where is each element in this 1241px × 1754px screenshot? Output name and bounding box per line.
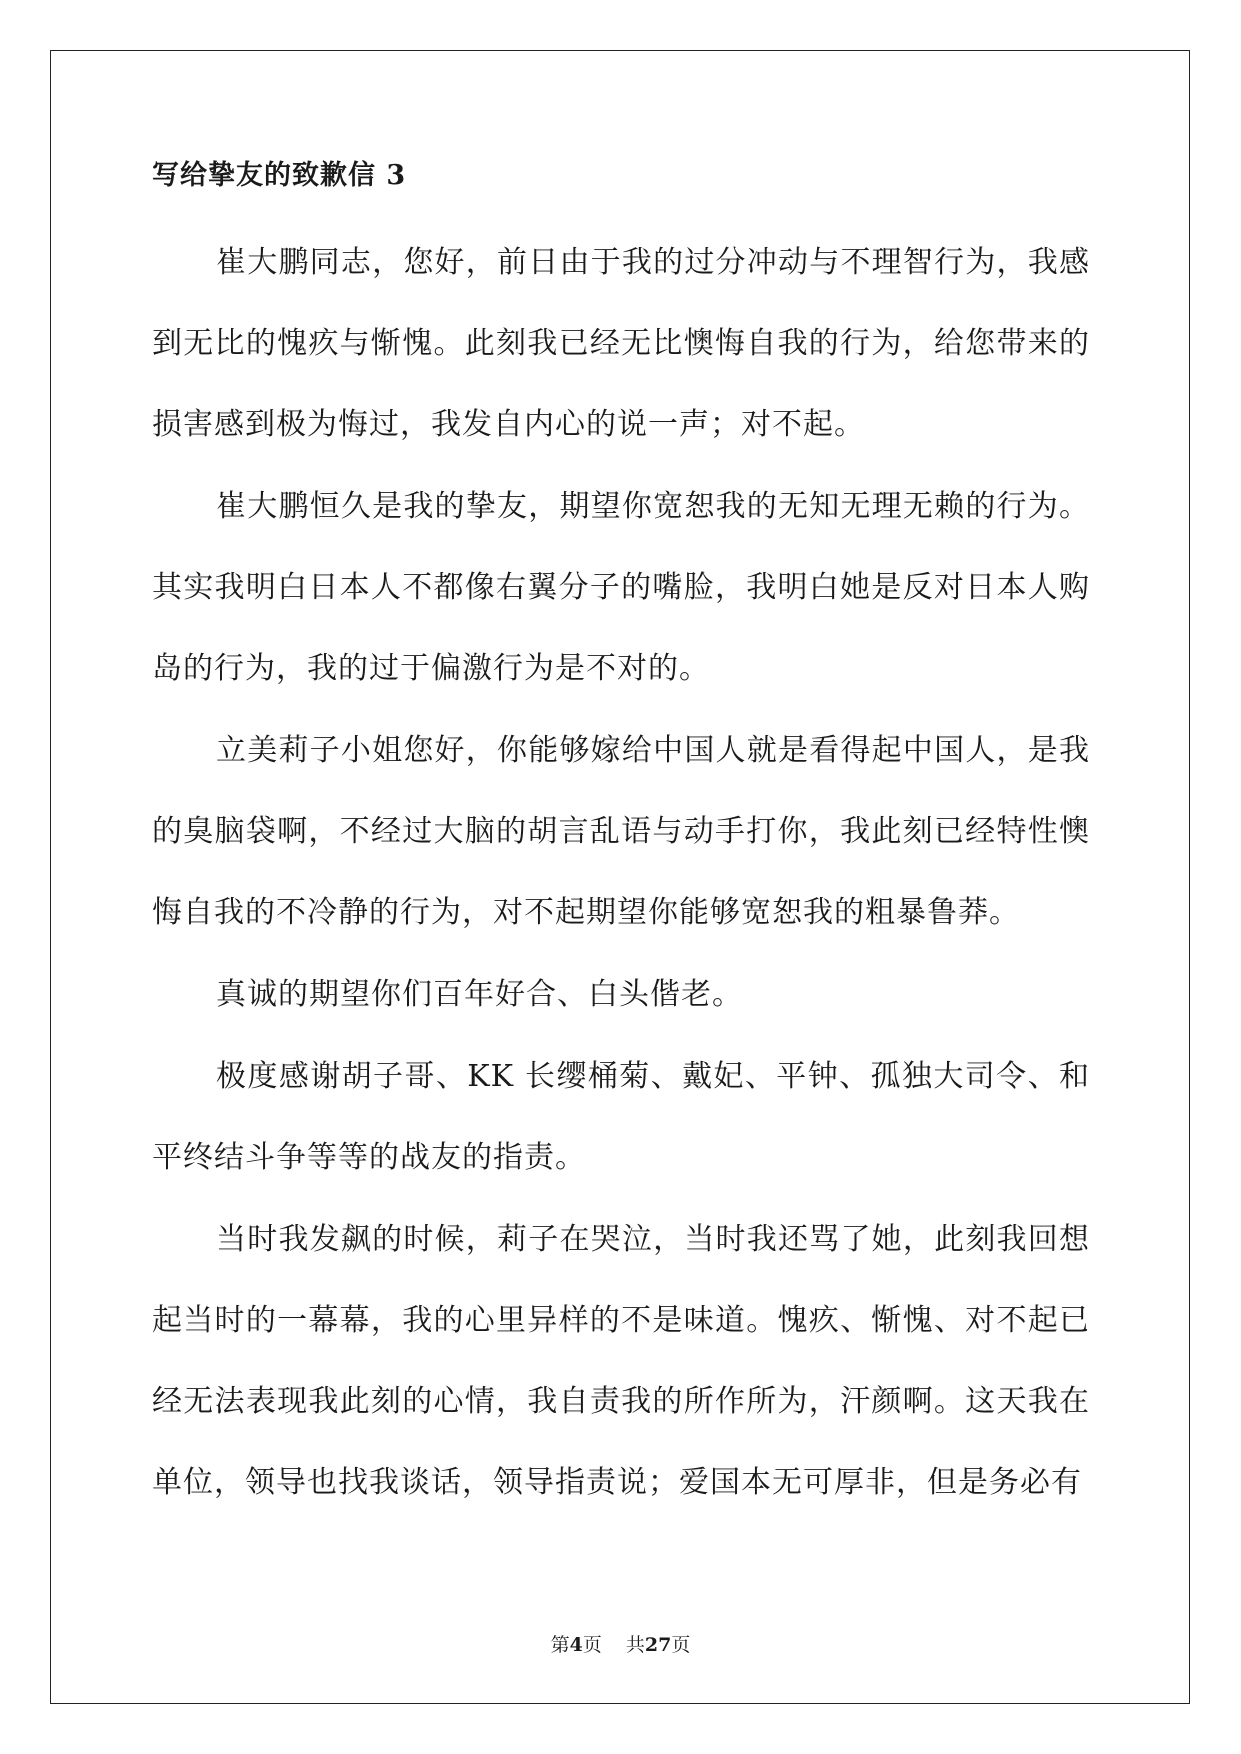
paragraph-6: 当时我发飙的时候，莉子在哭泣，当时我还骂了她，此刻我回想起当时的一幕幕，我的心里异样的不是味道。愧疚、惭愧、对不起已经无法表现我此刻的心情，我自责我的所作所为，汗颜啊。这天我在单位，领导也找我谈话，领导指责说；爱国本无可厚非，但是务必有: [152, 1222, 1090, 1500]
document-body: [152, 162, 1090, 1523]
footer-total-prefix: 共: [625, 1634, 645, 1656]
paragraph-5: 极度感谢胡子哥、KK 长缨桶菊、戴妃、平钟、孤独大司令、和平终结斗争等等的战友的指责。: [152, 1059, 1090, 1175]
footer-prefix: 第: [550, 1634, 570, 1656]
page-number: 4: [569, 1634, 583, 1656]
paragraph-3: 立美莉子小姐您好，你能够嫁给中国人就是看得起中国人，是我的臭脑袋啊，不经过大脑的胡言乱语与动手打你，我此刻已经特性懊悔自我的不冷静的行为，对不起期望你能够宽恕我的粗暴鲁莽。: [152, 733, 1090, 930]
page-footer: [0, 1630, 1241, 1657]
footer-page-suffix: 页: [582, 1634, 602, 1656]
total-pages: 27: [644, 1634, 672, 1656]
footer-total-suffix: 页: [671, 1634, 691, 1656]
paragraph-2: 崔大鹏恒久是我的挚友，期望你宽恕我的无知无理无赖的行为。其实我明白日本人不都像右翼分子的嘴脸，我明白她是反对日本人购岛的行为，我的过于偏激行为是不对的。: [152, 489, 1090, 686]
document-title: 写给挚友的致歉信 3: [152, 160, 407, 191]
paragraph-1: 崔大鹏同志，您好，前日由于我的过分冲动与不理智行为，我感到无比的愧疚与惭愧。此刻我已经无比懊悔自我的行为，给您带来的损害感到极为悔过，我发自内心的说一声；对不起。: [152, 245, 1090, 442]
paragraph-4: 真诚的期望你们百年好合、白头偕老。: [216, 977, 743, 1012]
